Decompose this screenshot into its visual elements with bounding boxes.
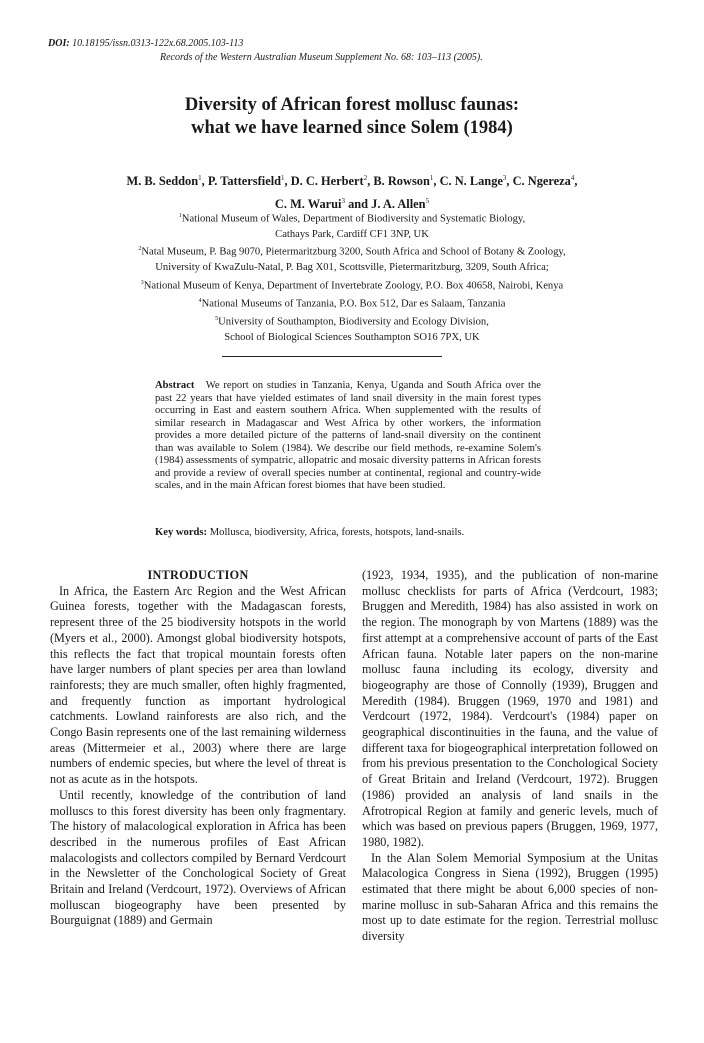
author-name: J. A. Allen (371, 197, 426, 212)
author-affil-mark: 1 (281, 174, 285, 182)
title-line-1: Diversity of African forest mollusc faunas: (184, 95, 520, 115)
affiliation-mark: 2 (138, 246, 142, 252)
author-affil-mark: 2 (363, 174, 368, 182)
author-affil-mark: 1 (429, 174, 434, 182)
author-affil-mark: 3 (502, 174, 507, 182)
body-paragraph: Until recently, knowledge of the contribution of land molluscs to this forest diversity has been only fragmentary. The history of malacological exploration in Africa has been described in the numerous profiles of East African malacologists and collectors compiled by Bernard Verdcourt in the Newsletter of the Conchological Society of Great Britain and Ireland (Verdcourt, 1972). Overviews of African molluscan biogeography have been presented by Bourguignat (1889) and Germain (50, 787, 346, 928)
author-name: C. M. Warui (274, 197, 342, 212)
affiliation-line: National Museum of Wales, Department of Biodiversity and Systematic Biology, (181, 213, 526, 225)
affiliation-mark: 1 (178, 213, 182, 219)
author-name: B. Rowson (373, 174, 430, 189)
body-column-left (50, 568, 346, 929)
body-column-right (362, 568, 658, 945)
keywords (155, 527, 541, 538)
affiliation-line: National Museums of Tanzania, P.O. Box 512, Dar es Salaam, Tanzania (201, 298, 506, 310)
affiliation-line: Natal Museum, P. Bag 9070, Pietermaritzburg 3200, South Africa and School of Botany & Zoology, (141, 246, 566, 258)
affiliation-line: Cathays Park, Cardiff CF1 3NP, UK (275, 228, 429, 240)
doi-label: DOI: (48, 38, 70, 49)
affiliation-line: University of KwaZulu-Natal, P. Bag X01, Scottsville, Pietermaritzburg, 3209, South Africa; (155, 261, 549, 273)
affiliation-line: University of Southampton, Biodiversity and Ecology Division, (218, 316, 489, 328)
author-name: C. Ngereza (512, 174, 571, 189)
affiliation-3 (60, 276, 644, 294)
affiliation-2 (60, 242, 644, 275)
keywords-label: Key words: (155, 527, 208, 538)
author-name: D. C. Herbert (290, 174, 364, 189)
affiliation-mark: 3 (140, 280, 144, 286)
author-affil-mark: 5 (425, 197, 430, 206)
affiliation-line: National Museum of Kenya, Department of Invertebrate Zoology, P.O. Box 40658, Nairobi, Kenya (143, 280, 564, 292)
abstract (155, 380, 541, 493)
author-name: M. B. Seddon (126, 174, 199, 189)
doi-value[interactable]: 10.18195/issn.0313-122x.68.2005.103-113 (72, 38, 244, 49)
author-name: P. Tattersfield (207, 174, 282, 189)
title-line-2: what we have learned since Solem (1984) (191, 118, 513, 138)
body-paragraph: In the Alan Solem Memorial Symposium at the Unitas Malacologica Congress in Siena (1992), Bruggen (1995) estimated that there might be about 6,000 species of non-marine mollusc in sub-Saharan Africa and this remains the most up to date estimate for the region. Terrestrial mollusc diversity (362, 850, 658, 944)
affiliation-1 (60, 209, 644, 242)
section-heading-introduction: INTRODUCTION (147, 568, 249, 582)
doi-line (48, 38, 243, 49)
author-name: C. N. Lange (439, 174, 503, 189)
affiliation-mark: 4 (198, 298, 202, 304)
abstract-label: Abstract (155, 380, 195, 391)
author-affil-mark: 3 (341, 197, 345, 206)
affiliation-line: School of Biological Sciences Southampton SO16 7PX, UK (224, 331, 480, 343)
author-list (60, 168, 644, 214)
abstract-text: We report on studies in Tanzania, Kenya, Uganda and South Africa over the past 22 years that have yielded estimates of land snail diversity in the main forest types occurring in East and eastern southern Africa. When supplemented with the results of similar research in Madagascar and West Africa by other workers, the information provides a more detailed picture of the patterns of land-snail diversity on the continent than was available to Solem (1984). We describe our field methods, re-examine Solem's (1984) assessments of sympatric, allopatric and mosaic diversity patterns in African forests and provide a review of overall species number at continental, regional and country-wide scales, and in the main African forest biomes that have been studied. (155, 380, 541, 491)
journal-citation: Records of the Western Australian Museum Supplement No. 68: 103–113 (2005). (160, 52, 483, 63)
author-line-1: M. B. Seddon$^1$, P. Tattersfield$^1$, D. C. Herbert$^2$, B. Rowson$^1$, C. N. Lange$^3$, C. Ngereza$^4$, (126, 174, 578, 189)
section-divider (222, 356, 442, 357)
affiliation-4 (60, 294, 644, 312)
author-conjunction: and (348, 197, 369, 212)
body-paragraph: In Africa, the Eastern Arc Region and the West African Guinea forests, together with the Madagascan forests, represent three of the 25 biodiversity hotspots in the world (Myers et al., 2000). Amongst global biodiversity hotspots, this reflects the fact that tropical mountain forests often have larger numbers of plant species per area than lowland rainforests; they are much smaller, often highly fragmented, and frequently function as important hydrological catchments. Lowland rainforests are also rich, and the Congo Basin represents one of the last remaining wilderness areas (Mittermeier et al., 2003) where there are large numbers of endemic species, but where the level of threat is not as acute as in the hotspots. (50, 583, 346, 787)
keywords-text: Mollusca, biodiversity, Africa, forests, hotspots, land-snails. (209, 527, 465, 538)
paper-title (0, 94, 704, 140)
affiliation-mark: 5 (215, 316, 219, 322)
affiliation-5 (60, 312, 644, 345)
author-affil-mark: 1 (198, 174, 202, 182)
author-affil-mark: 4 (570, 174, 575, 182)
body-paragraph: (1923, 1934, 1935), and the publication of non-marine mollusc checklists for parts of Africa (Verdcourt, 1983; Bruggen and Meredith, 1984) has also assisted in work on the region. The monograph by von Martens (1889) was the first attempt at a comprehensive account of parts of the East African fauna. Notable later papers on the non-marine mollusc fauna including its ecology, diversity and biogeography are those of Connolly (1939), Bruggen and Meredith (1984). Bruggen (1969, 1970 and 1981) and Verdcourt (1972, 1984). Verdcourt's (1984) paper on geographical discontinuities in the fauna, and the value of different taxa for biogeographical interpretation followed on from his previous presentation to the Conchological Society of Great Britain and Ireland (Verdcourt, 1972). Bruggen (1986) provided an analysis of land snails in the Afrotropical Region at family and generic levels, much of which was based on previous papers (Bruggen, 1969, 1977, 1980, 1982). (362, 568, 658, 849)
